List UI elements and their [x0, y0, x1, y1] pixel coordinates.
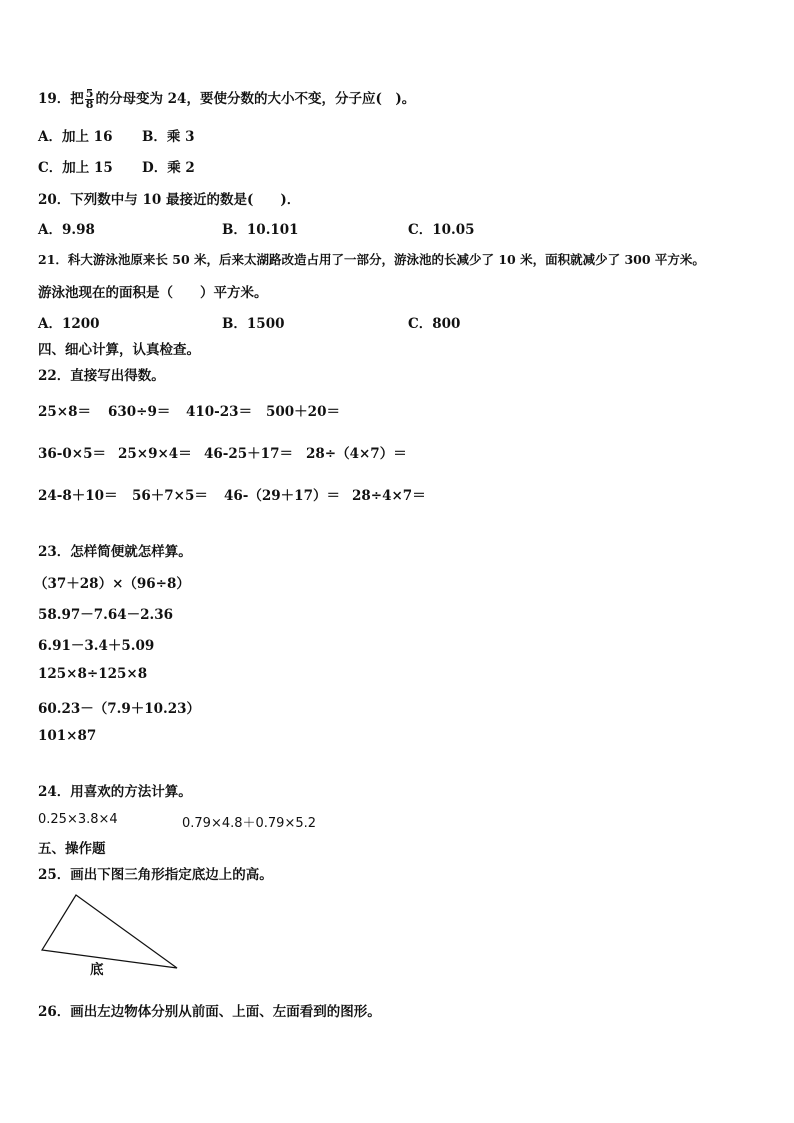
q19-option-b: B．乘 3: [142, 129, 195, 145]
question-21-line2: 游泳池现在的面积是（ ）平方米。: [38, 285, 268, 301]
triangle-shape: [42, 895, 177, 968]
calc-item: 630÷9＝: [108, 404, 171, 420]
calc-item: 25×8＝: [38, 404, 91, 420]
calc-item: 410-23＝: [186, 404, 253, 420]
simplify-item: 60.23－（7.9＋10.23）: [38, 701, 201, 717]
calc-item: 28÷（4×7）＝: [306, 446, 407, 462]
fraction-5-8: [85, 89, 95, 110]
q19-suffix: 的分母变为 24，要使分数的大小不变，分子应( )。: [95, 91, 416, 107]
q20-option-a: A．9.98: [38, 222, 95, 238]
fraction-denominator: 8: [85, 98, 94, 111]
simplify-item: 101×87: [38, 728, 97, 744]
calc-item: 56＋7×5＝: [132, 488, 208, 504]
q20-option-b: B．10.101: [222, 222, 299, 238]
q19-option-a: A．加上 16: [38, 129, 113, 145]
question-22: 22．直接写出得数。: [38, 368, 165, 384]
calc-item: 46-（29＋17）＝: [224, 488, 340, 504]
calc-item: 46-25＋17＝: [204, 446, 293, 462]
q21-option-b: B．1500: [222, 316, 285, 332]
calc-choice-item: 0.25×3.8×4: [38, 812, 118, 827]
calc-item: 500＋20＝: [266, 404, 340, 420]
calc-item: 28÷4×7＝: [352, 488, 426, 504]
simplify-item: 6.91－3.4＋5.09: [38, 638, 155, 654]
simplify-item: 125×8÷125×8: [38, 666, 148, 682]
question-25: 25．画出下图三角形指定底边上的高。: [38, 867, 273, 883]
question-21-line1: 21．科大游泳池原来长 50 米，后来太湖路改造占用了一部分，游泳池的长减少了 10 米，面积就减少了 300 平方米。: [38, 252, 705, 267]
question-23: 23．怎样简便就怎样算。: [38, 544, 192, 560]
section-4-heading: 四、细心计算，认真检查。: [38, 342, 200, 358]
section-5-heading: 五、操作题: [38, 841, 106, 857]
triangle-base-label: 底: [90, 962, 104, 978]
q19-option-d: D．乘 2: [142, 160, 195, 176]
calc-item: 36-0×5＝: [38, 446, 106, 462]
calc-item: 24-8＋10＝: [38, 488, 118, 504]
q19-prefix: 19．把: [38, 91, 84, 107]
q19-option-c: C．加上 15: [38, 160, 113, 176]
calc-choice-item: 0.79×4.8＋0.79×5.2: [182, 816, 317, 831]
simplify-item: （37＋28）×（96÷8）: [34, 576, 190, 592]
calc-item: 25×9×4＝: [118, 446, 192, 462]
q21-option-a: A．1200: [38, 316, 100, 332]
question-24: 24．用喜欢的方法计算。: [38, 784, 192, 800]
simplify-item: 58.97－7.64－2.36: [38, 607, 174, 623]
question-19: [38, 87, 415, 110]
fraction-numerator: 5: [85, 87, 94, 100]
q21-option-c: C．800: [408, 316, 461, 332]
question-26: 26．画出左边物体分别从前面、上面、左面看到的图形。: [38, 1004, 381, 1020]
q20-option-c: C．10.05: [408, 222, 475, 238]
question-20: 20．下列数中与 10 最接近的数是( )．: [38, 192, 301, 208]
